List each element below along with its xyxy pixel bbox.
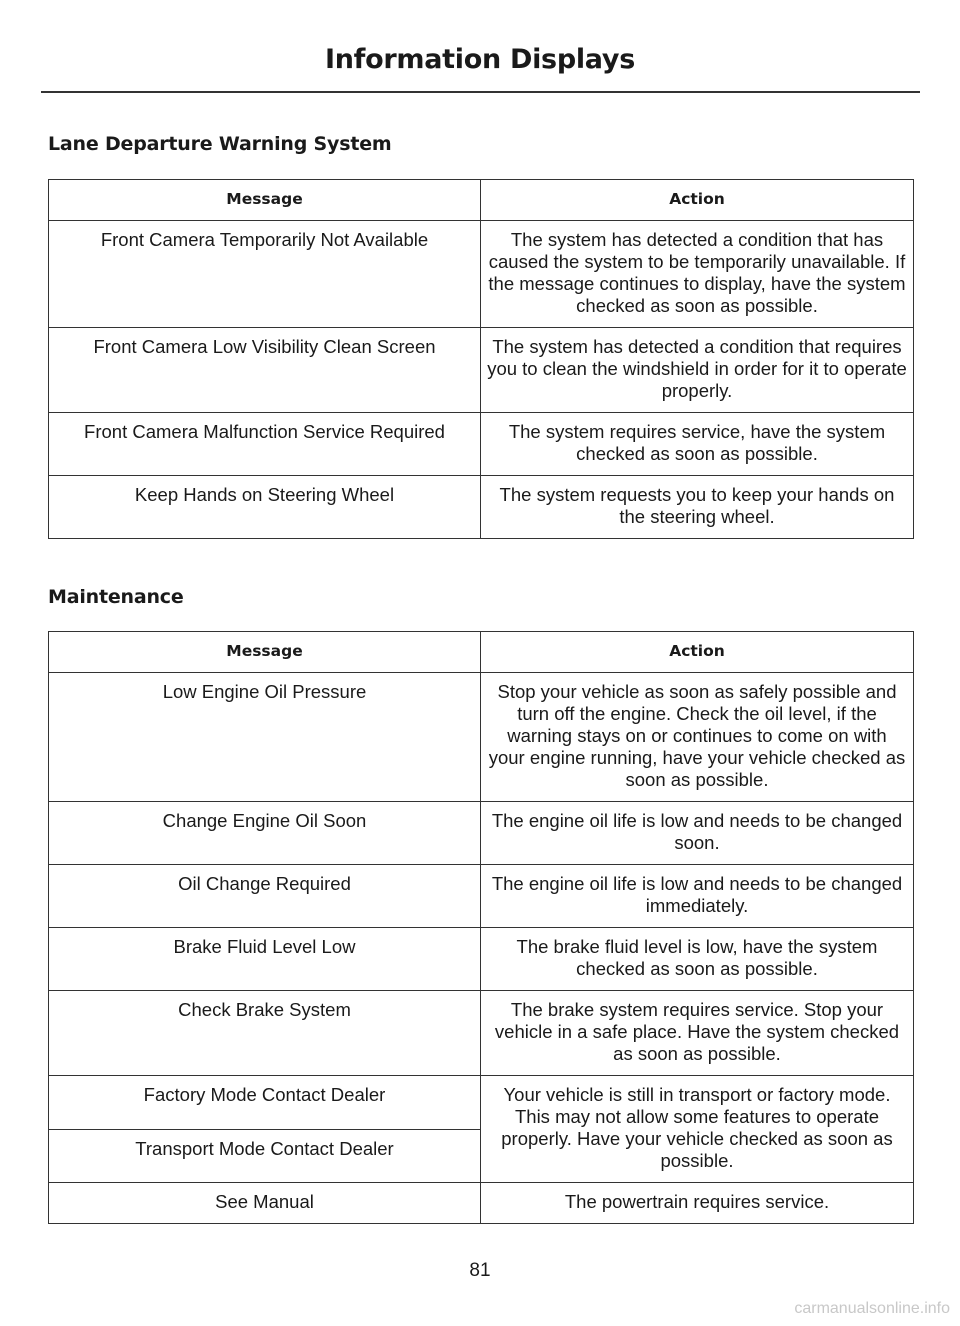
action-cell: The system requires service, have the system checked as soon as possible. xyxy=(481,413,914,476)
action-cell: The brake system requires service. Stop your vehicle in a safe place. Have the system checked as soon as possible. xyxy=(481,991,914,1076)
lane-departure-table xyxy=(48,179,914,539)
column-header-action: Action xyxy=(481,632,914,673)
table-row xyxy=(49,413,914,476)
table-header-row xyxy=(49,180,914,221)
table-row xyxy=(49,991,914,1076)
message-cell: Low Engine Oil Pressure xyxy=(49,673,481,802)
message-cell: Oil Change Required xyxy=(49,865,481,928)
message-cell: Factory Mode Contact Dealer xyxy=(49,1076,481,1130)
message-cell: Transport Mode Contact Dealer xyxy=(49,1129,481,1183)
table-row xyxy=(49,476,914,539)
message-cell: Change Engine Oil Soon xyxy=(49,802,481,865)
column-header-message: Message xyxy=(49,632,481,673)
section-title-lane-departure: Lane Departure Warning System xyxy=(48,133,392,155)
action-cell: The engine oil life is low and needs to be changed soon. xyxy=(481,802,914,865)
column-header-message: Message xyxy=(49,180,481,221)
table-row xyxy=(49,1183,914,1224)
watermark: carmanualsonline.info xyxy=(794,1300,950,1317)
table-row xyxy=(49,865,914,928)
table-row xyxy=(49,673,914,802)
page-header-title: Information Displays xyxy=(325,44,635,75)
message-cell: Front Camera Temporarily Not Available xyxy=(49,221,481,328)
action-cell: The engine oil life is low and needs to be changed immediately. xyxy=(481,865,914,928)
header-divider xyxy=(41,91,920,93)
message-cell: Check Brake System xyxy=(49,991,481,1076)
action-cell: Stop your vehicle as soon as safely possible and turn off the engine. Check the oil level, if the warning stays on or continues to come on with your engine running, have your vehicle checked as soon as possible. xyxy=(481,673,914,802)
maintenance-table xyxy=(48,631,914,1224)
page-number: 81 xyxy=(469,1260,491,1281)
table-row xyxy=(49,928,914,991)
message-cell: Keep Hands on Steering Wheel xyxy=(49,476,481,539)
action-cell-merged: Your vehicle is still in transport or factory mode. This may not allow some features to operate properly. Have your vehicle checked as soon as possible. xyxy=(481,1076,914,1183)
action-cell: The system requests you to keep your hands on the steering wheel. xyxy=(481,476,914,539)
action-cell: The powertrain requires service. xyxy=(481,1183,914,1224)
section-title-maintenance: Maintenance xyxy=(48,586,184,608)
table-row xyxy=(49,1076,914,1130)
action-cell: The system has detected a condition that requires you to clean the windshield in order for it to operate properly. xyxy=(481,328,914,413)
message-cell: Front Camera Malfunction Service Required xyxy=(49,413,481,476)
table-row xyxy=(49,221,914,328)
table-header-row xyxy=(49,632,914,673)
action-cell: The system has detected a condition that has caused the system to be temporarily unavailable. If the message continues to display, have the system checked as soon as possible. xyxy=(481,221,914,328)
table-row xyxy=(49,328,914,413)
message-cell: See Manual xyxy=(49,1183,481,1224)
message-cell: Brake Fluid Level Low xyxy=(49,928,481,991)
column-header-action: Action xyxy=(481,180,914,221)
message-cell: Front Camera Low Visibility Clean Screen xyxy=(49,328,481,413)
action-cell: The brake fluid level is low, have the system checked as soon as possible. xyxy=(481,928,914,991)
table-row xyxy=(49,802,914,865)
